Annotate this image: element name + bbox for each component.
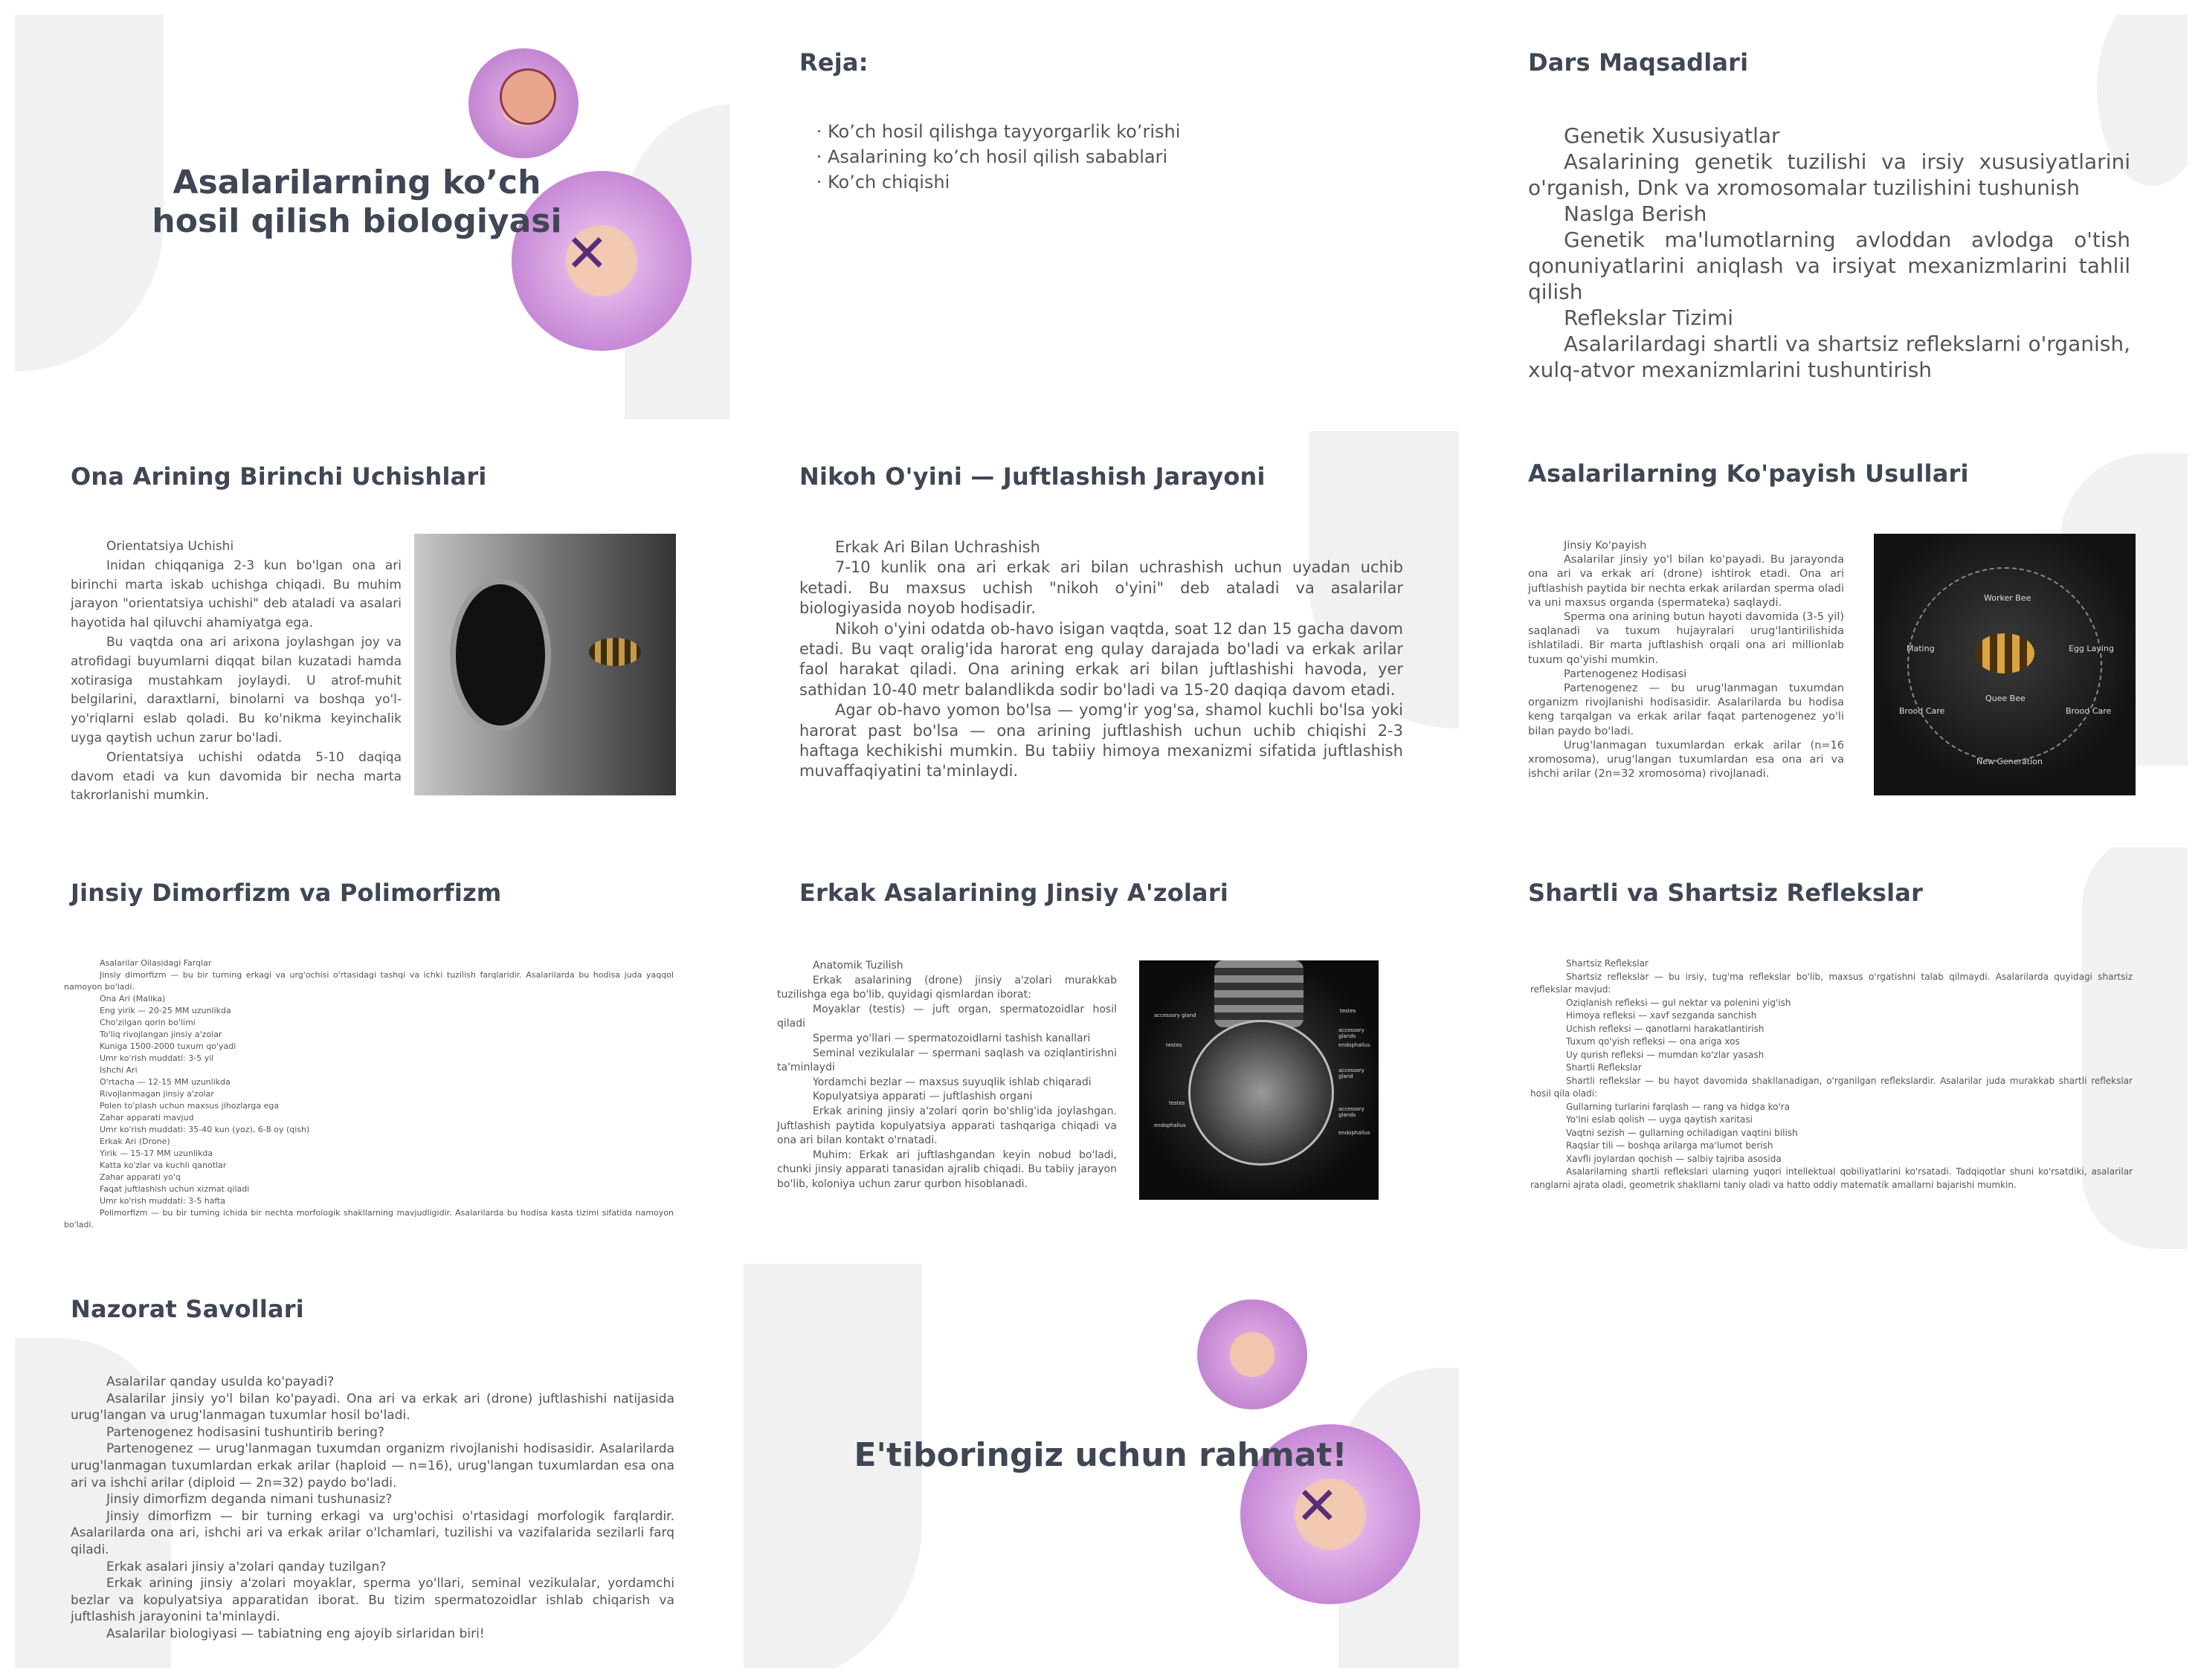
slide-heading: Asalarilarning Ko'payish Usullari xyxy=(1528,459,1969,488)
slide-heading: Erkak Asalarining Jinsiy A'zolari xyxy=(799,879,1228,907)
answer: Asalarilar jinsiy yo'l bilan ko'payadi. Ona ari va erkak ari (drone) juftlashishi natijasida urug'langan va urug'lanmagan tuxumlar hosil bo'ladi. xyxy=(71,1391,674,1424)
list-item: Katta ko'zlar va kuchli qanotlar xyxy=(100,1160,227,1170)
diagram-label: testes xyxy=(1166,1042,1182,1048)
paragraph: Kopulyatsiya apparati — juftlashish organi xyxy=(813,1091,1033,1103)
question: Jinsiy dimorfizm deganda nimani tushunasiz? xyxy=(106,1492,393,1508)
paragraph: Asalarilardagi shartli va shartsiz reflekslarni o'rganish, xulq-atvor mexanizmlarini tushuntirish xyxy=(1528,332,2130,382)
slide-body xyxy=(1528,539,1844,781)
slide-questions xyxy=(15,1264,730,1668)
diagram-label: testes xyxy=(1340,1008,1356,1014)
paragraph: Agar ob-havo yomon bo'lsa — yomg'ir yog'sa, shamol kuchli bo'lsa yoki harorat past bo'lsa — ona arining juftlashish uchun uchib chiqishi 2-3 haftaga kechikishi mumkin. Bu tabiiy himoya mexanizmi sifatida juftlashish muvaffaqiyatini ta'minlaydi. xyxy=(799,701,1403,781)
list-item: Uy qurish refleksi — mumdan ko'zlar yasash xyxy=(1566,1049,1765,1060)
question: Asalarilar qanday usulda ko'payadi? xyxy=(106,1374,335,1389)
diagram-label: accessory glands xyxy=(1338,1106,1364,1118)
diagram-label: Egg Laying xyxy=(2069,644,2114,653)
list-item: Tuxum qo'yish refleksi — ona ariga xos xyxy=(1566,1036,1740,1047)
list-item: Umr ko'rish muddati: 3-5 hafta xyxy=(100,1196,226,1206)
diagram-label: Mating xyxy=(1907,644,1935,653)
paragraph: Moyaklar (testis) — juft organ, spermatozoidlar hosil qiladi xyxy=(777,1003,1117,1030)
list-item: Zahar apparati yo'q xyxy=(100,1172,181,1182)
paragraph: Orientatsiya uchishi odatda 5-10 daqiqa davom etadi va kun davomida bir necha marta takrorlanishi mumkin. xyxy=(71,749,402,804)
slide-body xyxy=(71,537,402,806)
chromosome-icon: ✕ xyxy=(565,224,609,282)
list-item: · Asalarining ko’ch hosil qilish sabablari xyxy=(828,144,1180,169)
slide-body xyxy=(1530,957,2133,1192)
paragraph: Erkak arining jinsiy a'zolari qorin bo'shlig'ida joylashgan. Juftlashish paytida kopulyatsiya apparati tashqariga chiqadi va ona ari bilan kontakt o'rnatadi. xyxy=(777,1105,1117,1147)
diagram-label: accessory glands xyxy=(1338,1027,1364,1039)
paragraph: Genetik ma'lumotlarning avloddan avlodga o'tish qonuniyatlarini aniqlash va irsiyat mexanizmlarini tahlil qilish xyxy=(1528,227,2130,304)
subheading: Jinsiy Ko'payish xyxy=(1564,540,1647,552)
paragraph: Erkak asalarining (drone) jinsiy a'zolari murakkab tuzilishga ega bo'lib, quyidagi qismlardan iborat: xyxy=(777,974,1117,1001)
list-item: Polen to'plash uchun maxsus jihozlarga ega xyxy=(100,1101,280,1111)
slide-heading: Shartli va Shartsiz Reflekslar xyxy=(1528,879,1924,907)
paragraph: Sperma yo'llari — spermatozoidlarni tashish kanallari xyxy=(813,1032,1091,1044)
diagram-label: Worker Bee xyxy=(1984,593,2031,603)
slide-heading: Nazorat Savollari xyxy=(71,1295,304,1323)
paragraph: Shartsiz reflekslar — bu irsiy, tug'ma reflekslar bo'lib, maxsus o'rgatishni talab qilmaydi. Asalarilarda quyidagi shartsiz reflekslar mavjud: xyxy=(1530,971,2133,995)
paragraph: Partenogenez — bu urug'lanmagan tuxumdan organizm rivojlanishi hodisasidir. Asalarilarda bu hodisa keng tarqalgan va erkak arilar faqat partenogenez yo'li bilan paydo bo'ladi. xyxy=(1528,682,1844,737)
answer: Jinsiy dimorfizm — bir turning erkagi va urg'ochisi o'rtasidagi morfologik farqlardir. Asalarilarda ona ari, ishchi ari va erkak arilar o'lchamlari, tuzilishi va vazifalarida sezilarli farq qiladi. xyxy=(71,1508,674,1557)
diagram-label: endophallus xyxy=(1154,1122,1186,1128)
list-item: Eng yirik — 20-25 MM uzunlikda xyxy=(100,1006,231,1015)
diagram-label: New Generation xyxy=(1976,757,2043,766)
paragraph: Muhim: Erkak ari juftlashgandan keyin nobud bo'ladi, chunki jinsiy apparati tanasidan ajralib chiqadi. Bu tabiiy jarayon bo'lib, koloniya uchun zarur qurbon hisoblanadi. xyxy=(777,1148,1117,1190)
paragraph: Asalarining genetik tuzilishi va irsiy xususiyatlarini o'rganish, Dnk va xromosomalar tuzilishini tushunish xyxy=(1528,149,2130,200)
subheading: Genetik Xususiyatlar xyxy=(1564,123,1780,148)
paragraph: Nikoh o'yini odatda ob-havo isigan vaqtda, soat 12 dan 15 gacha davom etadi. Bu vaqt oralig'ida harorat eng qulay darajada bo'ladi va erkak arilar faol harakat qiladi. Ona arining erkak ari bilan juftlashishi havoda, yer sathidan 10-40 metr balandlikda sodir bo'ladi va 15-20 daqiqa davom etadi. xyxy=(799,619,1403,699)
slide-first-flights xyxy=(15,431,730,836)
list-item: Cho'zilgan qorin bo'limi xyxy=(100,1018,196,1027)
slide-goals xyxy=(1472,15,2188,419)
paragraph: Seminal vezikulalar — spermani saqlash va oziqlantirishni ta'minlaydi xyxy=(777,1047,1117,1074)
list-item: Gullarning turlarini farqlash — rang va hidga ko'ra xyxy=(1566,1101,1791,1112)
slide-mating xyxy=(744,431,1459,836)
subheading: Shartli Reflekslar xyxy=(1566,1062,1642,1073)
closing-line: Asalarilar biologiyasi — tabiatning eng ajoyib sirlaridan biri! xyxy=(106,1626,485,1641)
list-item: Uchish refleksi — qanotlarni harakatlantirish xyxy=(1566,1023,1765,1034)
answer: Erkak arining jinsiy a'zolari moyaklar, sperma yo'llari, seminal vezikulalar, yordamchi bezlar va kopulyatsiya apparatidan iborat. Bu tizim spermatozoidlar ishlab chiqarish va juftlashish jarayonini ta'minlaydi. xyxy=(71,1576,674,1625)
slide-dimorphism xyxy=(15,847,730,1252)
bee-icon xyxy=(589,638,641,666)
slide-body xyxy=(71,1374,674,1643)
paragraph: Bu vaqtda ona ari arixona joylashgan joy va atrofidagi buyumlarni diqqat bilan kuzatadi hamda xotirasiga mustahkam joylaydi. U atrof-muhit belgilarini, daraxtlarni, binolarni va boshqa yo'l-yo'riqlarni eslab qoladi. Bu ko'nikma keyinchalik uyga qaytish uchun zarur bo'ladi. xyxy=(71,634,402,746)
subheading: Erkak Ari Bilan Uchrashish xyxy=(835,538,1040,556)
list-item: Himoya refleksi — xavf sezganda sanchish xyxy=(1566,1010,1757,1021)
list-item: Ishchi Ari xyxy=(100,1065,138,1075)
paragraph: Asalarilar jinsiy yo'l bilan ko'payadi. Bu jarayonda ona ari va erkak ari (drone) ishtirok etadi. Ona ari juftlashish paytida bir nechta erkak arilardan sperma oladi va uni maxsus organda (spermateka) saqlaydi. xyxy=(1528,554,1844,609)
slide-body xyxy=(799,537,1403,782)
list-item: Yo'lni eslab qolish — uyga qaytish xaritasi xyxy=(1566,1114,1753,1125)
list-item: Raqslar tili — boshqa arilarga ma'lumot berish xyxy=(1566,1140,1773,1151)
list-item: Vaqtni sezish — gullarning ochiladigan vaqtini bilish xyxy=(1566,1127,1798,1138)
diagram-label: testes xyxy=(1169,1100,1185,1106)
slide-reflexes xyxy=(1472,847,2188,1252)
paragraph: Sperma ona arining butun hayoti davomida (3-5 yil) saqlanadi va tuxum hujayralari urug'lantirilishida ishlatiladi. Bir marta juftlashish orqali ona ari millionlab tuxum qo'yishi mumkin. xyxy=(1528,611,1844,666)
paragraph: Urug'lanmagan tuxumlardan erkak arilar (n=16 xromosoma), urug'langan tuxumlardan esa ona ari va ishchi arilar (2n=32 xromosoma) rivojlanadi. xyxy=(1528,739,1844,781)
diagram-label: Brood Care xyxy=(2066,706,2112,716)
slide-body xyxy=(777,959,1117,1192)
slide-heading: Jinsiy Dimorfizm va Polimorfizm xyxy=(71,879,502,907)
subheading: Asalarilar Oilasidagi Farqlar xyxy=(100,958,212,968)
list-item: Yirik — 15-17 MM uzunlikda xyxy=(100,1148,213,1158)
subheading: Anatomik Tuzilish xyxy=(813,960,903,972)
paragraph: Jinsiy dimorfizm — bu bir turning erkagi va urg'ochisi o'rtasidagi tashqi va ichki tuzilish farqlaridir. Asalarilarda bu hodisa juda yaqqol namoyon bo'ladi. xyxy=(64,970,674,992)
list-item: · Ko’ch hosil qilishga tayyorgarlik ko’rishi xyxy=(828,119,1180,144)
slide-heading: Ona Arining Birinchi Uchishlari xyxy=(71,462,487,491)
slide-heading: Nikoh O'yini — Juftlashish Jarayoni xyxy=(799,462,1266,491)
diagram-label: Quee Bee xyxy=(1985,694,2026,703)
list-item: · Ko’ch chiqishi xyxy=(828,169,1180,195)
chromosome-icon: ✕ xyxy=(1295,1477,1339,1535)
slide-heading: Reja: xyxy=(799,48,869,77)
diagram-label: Brood Care xyxy=(1899,706,1945,716)
paragraph: Shartli reflekslar — bu hayot davomida shakllanadigan, o'rganilgan reflekslardir. Asalarilar juda murakkab shartli reflekslar hosil qila oladi: xyxy=(1530,1075,2133,1099)
diagram-label: endophallus xyxy=(1338,1130,1370,1136)
subheading: Partenogenez Hodisasi xyxy=(1564,668,1687,680)
answer: Partenogenez — urug'lanmagan tuxumdan organizm rivojlanishi hodisasidir. Asalarilarda urug'lanmagan tuxumlardan erkak arilar (haploid — n=16), urug'langan tuxumlardan esa ona ari va ishchi arilar (diploid — 2n=32) paydo bo'ladi. xyxy=(71,1441,674,1490)
paragraph: Asalarilarning shartli reflekslari ularning yuqori intellektual qobiliyatlarini ko'rsatadi. Tadqiqotlar shuni ko'rsatdiki, asalarilar ranglarni ajrata oladi, geometrik shakllarni taniy oladi va hatto oddiy matematik amallarni bajarishi mumkin. xyxy=(1530,1166,2133,1190)
slide-body xyxy=(64,957,674,1231)
drone-anatomy-illustration xyxy=(1139,960,1379,1200)
list-item: Umr ko'rish muddati: 35-40 kun (yoz), 6-8 oy (qish) xyxy=(100,1125,310,1134)
list-item: Umr ko'rish muddati: 3-5 yil xyxy=(100,1053,214,1063)
list-item: Erkak Ari (Drone) xyxy=(100,1137,170,1146)
list-item: To'liq rivojlangan jinsiy a'zolar xyxy=(100,1030,222,1039)
thanks-text: E'tiboringiz uchun rahmat! xyxy=(854,1436,1347,1474)
subheading: Shartsiz Reflekslar xyxy=(1566,958,1649,969)
bee-lifecycle-diagram xyxy=(1874,534,2136,795)
list-item: Rivojlanmagan jinsiy a'zolar xyxy=(100,1089,214,1099)
list-item: O'rtacha — 12-15 MM uzunlikda xyxy=(100,1077,231,1087)
diagram-label: accessory gland xyxy=(1338,1067,1364,1079)
slide-heading: Dars Maqsadlari xyxy=(1528,48,1749,77)
slide-reja xyxy=(744,15,1459,419)
list-item: Oziqlanish refleksi — gul nektar va polenini yig'ish xyxy=(1566,997,1791,1008)
diagram-label: endophallus xyxy=(1338,1042,1370,1048)
list-item: Kuniga 1500-2000 tuxum qo'yadi xyxy=(100,1041,236,1051)
plan-list xyxy=(799,119,1180,195)
question: Partenogenez hodisasini tushuntirib bering? xyxy=(106,1424,384,1440)
slide-title-text: Asalarilarning ko’ch hosil qilish biologiyasi xyxy=(152,164,562,240)
paragraph: Polimorfizm — bu bir turning ichida bir nechta morfologik shakllarning mavjudligidir. Asalarilarda bu hodisa kasta tizimi sifatida namoyon bo'ladi. xyxy=(64,1208,674,1230)
bee-hive-photo xyxy=(414,534,676,795)
subheading: Orientatsiya Uchishi xyxy=(106,539,234,554)
list-item: Ona Ari (Malika) xyxy=(100,994,166,1004)
question: Erkak asalari jinsiy a'zolari qanday tuzilgan? xyxy=(106,1559,387,1574)
list-item: Zahar apparati mavjud xyxy=(100,1113,194,1122)
list-item: Faqat juftlashish uchun xizmat qiladi xyxy=(100,1184,250,1194)
paragraph: Yordamchi bezlar — maxsus suyuqlik ishlab chiqaradi xyxy=(813,1076,1092,1088)
slide-reproduction xyxy=(1472,431,2188,836)
slide-drone-anatomy xyxy=(744,847,1459,1252)
cell-small-icon xyxy=(1197,1299,1307,1409)
subheading: Reflekslar Tizimi xyxy=(1564,306,1733,330)
paragraph: Inidan chiqqaniga 2-3 kun bo'lgan ona ari birinchi marta iskab uchishga chiqadi. Bu muhim jarayon "orientatsiya uchishi" deb ataladi va asalari hayotida hal qiluvchi ahamiyatga ega. xyxy=(71,558,402,631)
slide-body xyxy=(1528,123,2130,383)
list-item: Xavfli joylardan qochish — salbiy tajriba asosida xyxy=(1566,1153,1782,1164)
diagram-label: accessory gland xyxy=(1154,1012,1196,1018)
subheading: Naslga Berish xyxy=(1564,201,1707,226)
slide-thanks xyxy=(744,1264,1459,1668)
slide-title xyxy=(15,15,730,419)
paragraph: 7-10 kunlik ona ari erkak ari bilan uchrashish uchun uyadan uchib ketadi. Bu maxsus uchish "nikoh o'yini" deb ataladi va asalarilar biologiyasida noyob hodisadir. xyxy=(799,558,1403,618)
